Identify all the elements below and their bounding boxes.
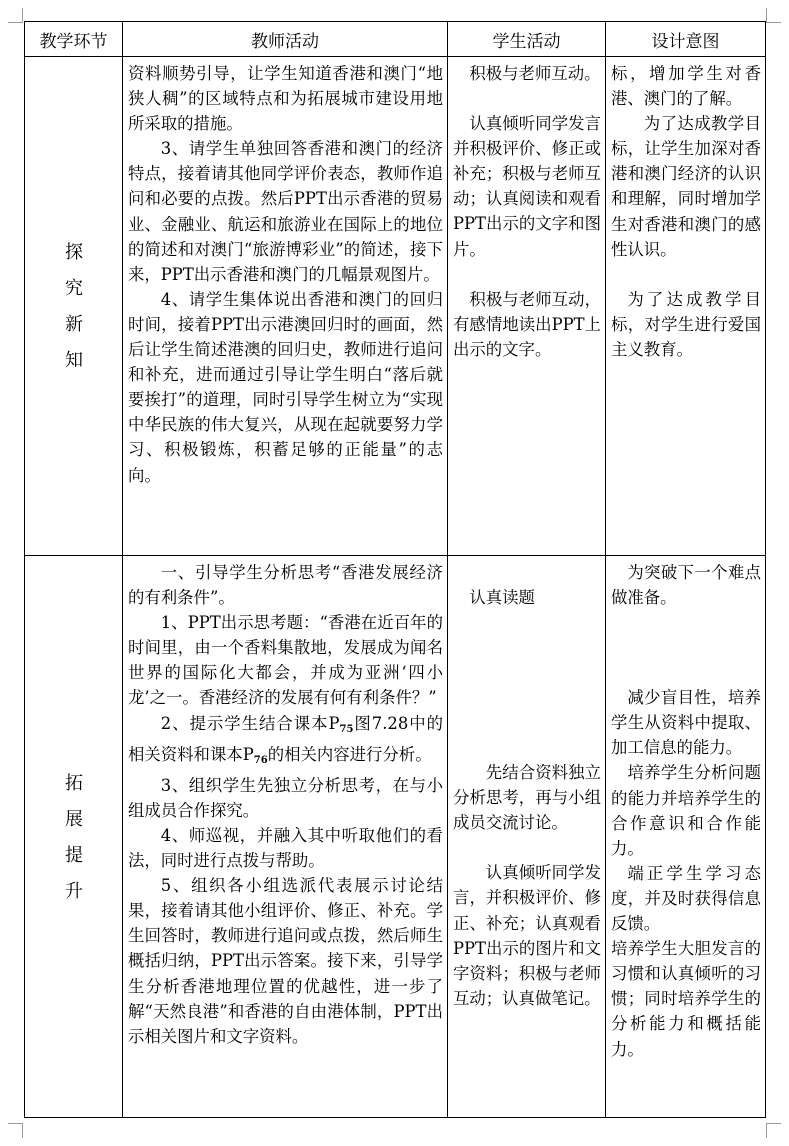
stage-char: 展 bbox=[65, 808, 83, 830]
student-paragraph: 认真倾听同学发言并积极评价、修正或补充；积极与老师互动；认真阅读和观看PPT出示的文字和图片。 bbox=[453, 114, 601, 259]
design-paragraph: 培养学生大胆发言的习惯和认真倾听的习惯；同时培养学生的分析能力和概括能力。 bbox=[611, 939, 761, 1059]
teacher-paragraph: 3、组织学生先独立分析思考，在与小组成员合作探究。 bbox=[128, 775, 443, 820]
page-number-subscript: 76 bbox=[253, 754, 268, 766]
student-paragraph: 积极与老师互动。 bbox=[469, 64, 601, 83]
crop-mark-top-left bbox=[8, 8, 23, 23]
crop-mark-bottom-right bbox=[766, 1123, 781, 1138]
stage-cell-extend bbox=[25, 556, 123, 1118]
student-activity-cell-explore bbox=[448, 57, 606, 556]
header-design-intent: 设计意图 bbox=[606, 22, 766, 57]
design-intent-cell-extend bbox=[606, 556, 766, 1118]
teacher-paragraph-textbook-reference: 2、提示学生结合课本$P_{75}$图7.28中的相关资料和课本$P_{76}$的相关内容进行分析。 bbox=[128, 713, 443, 766]
teacher-paragraph: 1、PPT出示思考题：“香港在近百年的时间里，由一个香料集散地，发展成为闻名世界的国际化大都会，并成为亚洲‘四小龙’之一。香港经济的发展有何有利条件？” bbox=[128, 613, 443, 708]
table-row-extend-improve bbox=[25, 556, 766, 1118]
stage-char: 升 bbox=[65, 880, 83, 902]
stage-char: 新 bbox=[65, 314, 83, 335]
teacher-paragraph: 4、师巡视，并融入其中听取他们的看法，同时进行点拨与帮助。 bbox=[128, 825, 443, 871]
student-activity-cell-extend bbox=[448, 556, 606, 1118]
design-paragraph: 端正学生学习态度，并及时获得信息反馈。 bbox=[611, 863, 761, 934]
stage-char: 探 bbox=[65, 242, 83, 263]
lesson-plan-table bbox=[24, 21, 766, 1118]
student-paragraph: 积极与老师互动，有感情地读出PPT上出示的文字。 bbox=[453, 289, 601, 359]
stage-char: 拓 bbox=[65, 772, 83, 794]
stage-char: 究 bbox=[65, 278, 83, 299]
design-intent-cell-explore bbox=[606, 57, 766, 556]
teacher-paragraph: 4、请学生集体说出香港和澳门的回归时间，接着PPT出示港澳回归时的画面，然后让学生简述港澳的回归史，教师进行追问和补充，进而通过引导让学生明白“落后就要挨打”的道理，同时引导学生树立为“实现中华民族的伟大复兴，从现在起就要努力学习、积极锻炼，积蓄足够的正能量”的志向。 bbox=[128, 289, 443, 485]
teacher-activity-cell-explore bbox=[123, 57, 448, 556]
design-paragraph: 为了达成教学目标，对学生进行爱国主义教育。 bbox=[611, 289, 761, 359]
crop-mark-bottom-left bbox=[8, 1123, 23, 1138]
teacher-activity-cell-extend bbox=[123, 556, 448, 1118]
design-paragraph: 为了达成教学目标，让学生加深对香港和澳门经济的认识和理解，同时增加学生对香港和澳门的感性认识。 bbox=[611, 114, 761, 259]
student-paragraph: 认真读题 bbox=[469, 588, 535, 607]
student-paragraph: 先结合资料独立分析思考，再与小组成员交流讨论。 bbox=[453, 763, 601, 833]
design-paragraph: 为突破下一个难点做准备。 bbox=[611, 563, 761, 608]
teacher-paragraph: 资料顺势引导，让学生知道香港和澳门“地狭人稠”的区域特点和为拓展城市建设用地所采取的措施。 bbox=[128, 64, 443, 134]
teacher-paragraph: 5、组织各小组选派代表展示讨论结果，接着请其他小组评价、修正、补充。学生回答时，教师进行追问或点拨，然后师生概括归纳，PPT出示答案。接下来，引导学生分析香港地理位置的优越性，进一步了解“天然良港”和香港的自由港体制，PPT出示相关图片和文字资料。 bbox=[128, 876, 443, 1046]
design-paragraph: 标，增加学生对香港、澳门的了解。 bbox=[611, 64, 761, 109]
teacher-paragraph: 一、引导学生分析思考“香港发展经济的有利条件”。 bbox=[128, 563, 443, 608]
teacher-paragraph: 3、请学生单独回答香港和澳门的经济特点，接着请其他同学评价表态，教师作追问和必要的点拨。然后PPT出示香港的贸易业、金融业、航运和旅游业在国际上的地位的简述和对澳门“旅游博彩业”的简述，接下来，PPT出示香港和澳门的几幅景观图片。 bbox=[128, 139, 443, 284]
design-paragraph: 培养学生分析问题的能力并培养学生的合作意识和合作能力。 bbox=[611, 763, 761, 858]
student-paragraph: 认真倾听同学发言，并积极评价、修正、补充；认真观看PPT出示的图片和文字资料；积极与老师互动；认真做笔记。 bbox=[453, 863, 601, 1008]
header-teaching-stage: 教学环节 bbox=[25, 22, 123, 57]
stage-cell-explore bbox=[25, 57, 123, 556]
page-number-subscript: 75 bbox=[339, 723, 354, 735]
crop-mark-top-right bbox=[766, 8, 781, 23]
stage-char: 提 bbox=[65, 844, 83, 866]
header-teacher-activity: 教师活动 bbox=[123, 22, 448, 57]
table-header-row bbox=[25, 22, 766, 57]
header-student-activity: 学生活动 bbox=[448, 22, 606, 57]
stage-char: 知 bbox=[65, 350, 83, 371]
table-row-explore-new-knowledge bbox=[25, 57, 766, 556]
design-paragraph: 减少盲目性，培养学生从资料中提取、加工信息的能力。 bbox=[611, 688, 761, 758]
